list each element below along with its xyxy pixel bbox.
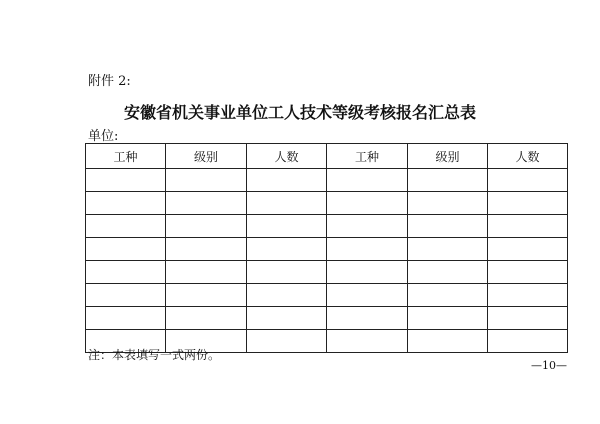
column-header-count: 人数 — [247, 144, 327, 169]
table-cell[interactable] — [408, 192, 488, 215]
table-cell[interactable] — [327, 307, 408, 330]
table-row — [86, 307, 568, 330]
table-cell[interactable] — [408, 307, 488, 330]
table-cell[interactable] — [488, 169, 568, 192]
table-cell[interactable] — [488, 330, 568, 353]
table-cell[interactable] — [166, 169, 247, 192]
table-cell[interactable] — [327, 215, 408, 238]
table-body — [86, 169, 568, 353]
page-title: 安徽省机关事业单位工人技术等级考核报名汇总表 — [123, 103, 476, 122]
table-row — [86, 284, 568, 307]
table-row — [86, 169, 568, 192]
table-cell[interactable] — [408, 215, 488, 238]
unit-label: 单位: — [88, 129, 119, 144]
table-row — [86, 238, 568, 261]
table-row — [86, 261, 568, 284]
table-cell[interactable] — [86, 215, 166, 238]
table-cell[interactable] — [166, 215, 247, 238]
table-cell[interactable] — [488, 261, 568, 284]
table-cell[interactable] — [247, 215, 327, 238]
column-header-count: 人数 — [488, 144, 568, 169]
table-cell[interactable] — [86, 238, 166, 261]
table-cell[interactable] — [488, 284, 568, 307]
table-row — [86, 192, 568, 215]
table-cell[interactable] — [86, 284, 166, 307]
table-cell[interactable] — [166, 284, 247, 307]
table-cell[interactable] — [327, 261, 408, 284]
table-cell[interactable] — [327, 284, 408, 307]
table-cell[interactable] — [247, 238, 327, 261]
table-cell[interactable] — [327, 330, 408, 353]
table-cell[interactable] — [86, 192, 166, 215]
table-cell[interactable] — [86, 169, 166, 192]
table-cell[interactable] — [247, 307, 327, 330]
table-cell[interactable] — [327, 192, 408, 215]
table-cell[interactable] — [247, 192, 327, 215]
table-cell[interactable] — [488, 238, 568, 261]
table-cell[interactable] — [86, 307, 166, 330]
column-header-level: 级别 — [408, 144, 488, 169]
column-header-level: 级别 — [166, 144, 247, 169]
table-cell[interactable] — [166, 307, 247, 330]
table-cell[interactable] — [408, 261, 488, 284]
table-cell[interactable] — [86, 261, 166, 284]
table-cell[interactable] — [488, 307, 568, 330]
table-cell[interactable] — [408, 238, 488, 261]
table-cell[interactable] — [247, 169, 327, 192]
table-cell[interactable] — [408, 330, 488, 353]
table-cell[interactable] — [166, 192, 247, 215]
column-header-job-type: 工种 — [86, 144, 166, 169]
table-cell[interactable] — [488, 192, 568, 215]
footnote: 注：本表填写一式两份。 — [88, 348, 221, 362]
column-header-job-type: 工种 — [327, 144, 408, 169]
table-cell[interactable] — [247, 284, 327, 307]
table-cell[interactable] — [166, 261, 247, 284]
table-cell[interactable] — [247, 261, 327, 284]
table-cell[interactable] — [408, 169, 488, 192]
attachment-label: 附件 2: — [88, 74, 131, 89]
table-cell[interactable] — [166, 238, 247, 261]
table-cell[interactable] — [327, 238, 408, 261]
page-number: —10— — [531, 359, 567, 372]
table-cell[interactable] — [408, 284, 488, 307]
table-header-row — [86, 144, 568, 169]
table-row — [86, 215, 568, 238]
table-cell[interactable] — [488, 215, 568, 238]
table-cell[interactable] — [247, 330, 327, 353]
registration-summary-table — [85, 143, 568, 353]
table-cell[interactable] — [327, 169, 408, 192]
